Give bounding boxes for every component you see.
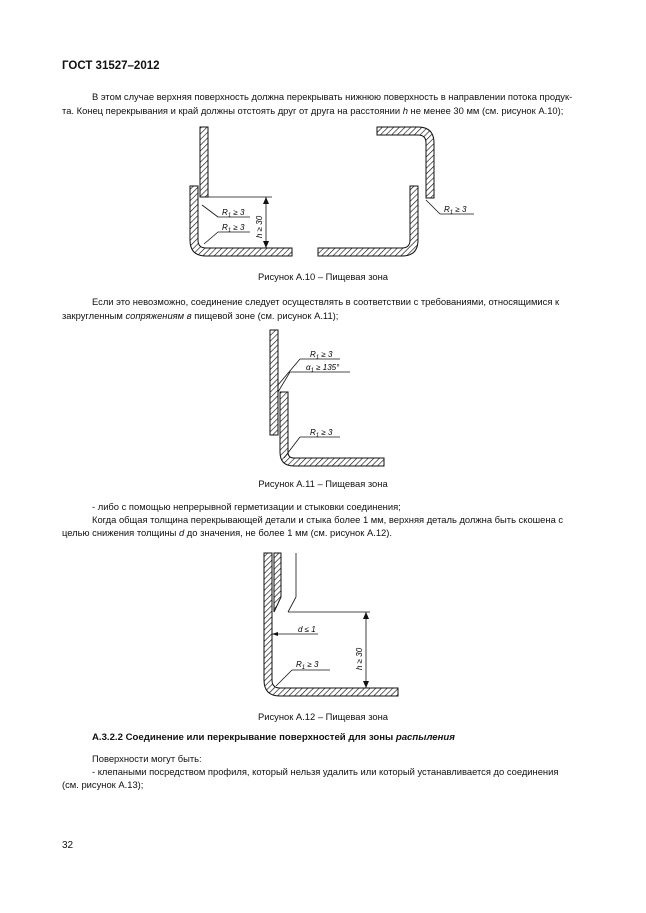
figure-a12-caption: Рисунок А.12 – Пищевая зона [257, 711, 389, 722]
fig12-d-label: d ≤ 1 [298, 625, 316, 634]
fig11-r-top-label: $R_1 \ge 3$ [310, 350, 333, 361]
para3-line3: целью снижения толщины d до значения, не более 1 мм (см. рисунок А.12). [62, 527, 392, 538]
figure-a10-right-drawing [318, 127, 474, 256]
document-header: ГОСТ 31527–2012 [62, 60, 160, 72]
figure-a10-left-drawing [190, 127, 292, 256]
fig10-r1-label: $R_1 \ge 3$ [222, 208, 245, 219]
para3-line2: Когда общая толщина перекрывающей детали и стыка более 1 мм, верхняя деталь должна быть скошена с [92, 514, 564, 525]
para3-line1: - либо с помощью непрерывной герметизации и стыковки соединения; [92, 501, 401, 512]
fig10-r3-label: $R_1 \ge 3$ [444, 205, 467, 216]
para1-line2: та. Конец перекрывания и край должны отстоять друг от друга на расстоянии h не менее 30 мм (см. рисунок А.10); [62, 105, 564, 116]
figure-a10-caption: Рисунок А.10 – Пищевая зона [257, 271, 389, 282]
para4-line3: (см. рисунок А.13); [62, 779, 144, 790]
fig11-alpha-label: $\alpha_1 \ge 135^\circ$ [306, 363, 340, 374]
figure-a12-drawing [264, 553, 398, 696]
fig11-r-bot-label: $R_1 \ge 3$ [310, 428, 333, 439]
para2-line1: Если это невозможно, соединение следует осуществлять в соответствии с требованиями, относящимися к [92, 296, 560, 307]
section-heading: А.3.2.2 Соединение или перекрывание поверхностей для зоны распыления [92, 732, 455, 743]
fig12-h-label: h ≥ 30 [355, 647, 364, 670]
fig10-h-label: h ≥ 30 [255, 215, 264, 238]
para4-line2: - клепаными посредством профиля, который нельзя удалить или который устанавливается до соединения [92, 766, 559, 777]
fig10-r2-label: $R_1 \ge 3$ [222, 223, 245, 234]
para4-line1: Поверхности могут быть: [92, 753, 202, 764]
para2-line2: закругленным сопряжениям в пищевой зоне (см. рисунок А.11); [62, 310, 339, 321]
figure-a11-caption: Рисунок А.11 – Пищевая зона [258, 478, 388, 489]
fig12-r-label: $R_1 \ge 3$ [296, 660, 319, 671]
page-number: 32 [62, 840, 74, 851]
para1-line1: В этом случае верхняя поверхность должна перекрывать нижнюю поверхность в направлении потока продук- [92, 91, 573, 102]
